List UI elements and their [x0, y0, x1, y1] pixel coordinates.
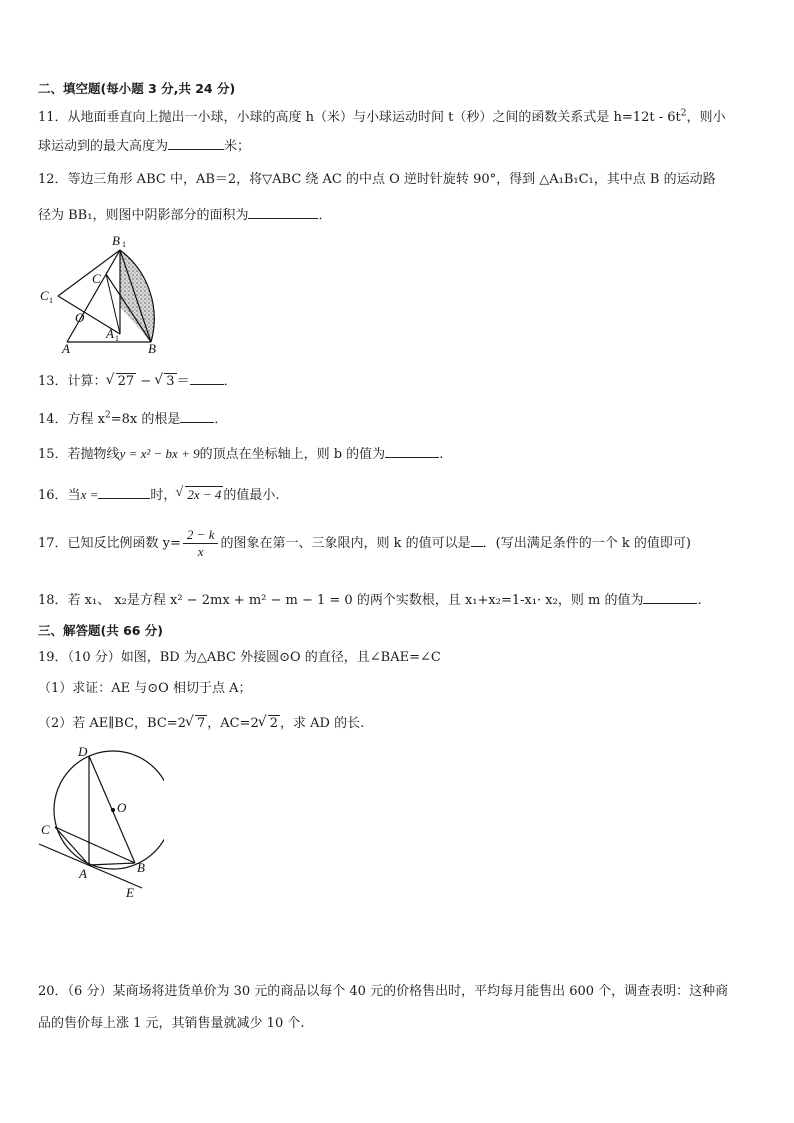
- label-C: C: [41, 822, 50, 837]
- label-C1: C: [40, 288, 49, 303]
- question-number: 15．: [38, 447, 68, 462]
- question-19-part-1: （1）求证：AE 与⊙O 相切于点 A；: [38, 681, 252, 696]
- section-3-heading: 三、解答题(共 66 分): [38, 623, 164, 638]
- exponent: 2: [680, 108, 687, 119]
- sqrt-expression: √ 2x − 4: [176, 487, 223, 503]
- question-text: ，则小: [686, 110, 726, 125]
- svg-text:1: 1: [122, 240, 126, 249]
- question-16: 16．当x = 时，√ 2x − 4 的值最小.: [38, 484, 280, 503]
- answer-blank[interactable]: [385, 445, 439, 458]
- label-B: B: [137, 860, 145, 875]
- question-14: 14．方程 $x^2=8x$ 的根是 ．: [38, 410, 228, 427]
- question-19: 19．（10 分）如图，BD 为△ABC 外接圆⊙O 的直径，且∠BAE=∠C: [38, 650, 441, 665]
- figure-12-rotated-triangle: [36, 234, 176, 354]
- sqrt-7: √ 7: [186, 716, 207, 731]
- question-number: 14．: [38, 412, 68, 427]
- question-20-line-2: 品的售价每上涨 1 元，其销售量就减少 10 个.: [38, 1016, 305, 1031]
- question-11-line-2: [38, 135, 250, 154]
- question-17: 17．已知反比例函数 y= $\frac{2 - k}{x}$ 的图象在第一、三象限内，则 k 的值可以是 ．(写出满足条件的一个 k 的值即可): [38, 527, 691, 559]
- question-20: 20．（6 分）某商场将进货单价为 30 元的商品以每个 40 元的价格售出时，平均每月能售出 600 个，调查表明：这种商: [38, 984, 729, 999]
- label-B1: B: [112, 234, 120, 248]
- label-O: O: [117, 800, 127, 815]
- label-E: E: [126, 885, 134, 900]
- parabola-expression: y = x² − bx + 9: [119, 446, 200, 461]
- label-B: B: [148, 341, 156, 354]
- answer-blank[interactable]: [643, 591, 697, 604]
- question-text: ．: [318, 208, 332, 223]
- label-A1: A: [106, 326, 114, 341]
- question-19-part-2: （2）若 AE∥BC，BC=2√ 7 ，AC=2√ 2 ，求 AD 的长.: [38, 712, 364, 731]
- sqrt-2: √ 2: [259, 716, 280, 731]
- label-O: O: [75, 310, 85, 325]
- fraction: $\frac{2 - k}{x}$: [183, 527, 219, 560]
- question-number: 18．: [38, 593, 68, 608]
- answer-blank[interactable]: [168, 137, 224, 150]
- sqrt-27: √ 27: [107, 374, 137, 389]
- section-2-heading: 二、填空题(每小题 3 分,共 24 分): [38, 81, 236, 96]
- answer-blank[interactable]: [190, 372, 224, 385]
- question-text: 等边三角形 ABC 中，AB＝2，将▽ABC 绕 AC 的中点 O 逆时针旋转 90°，得到 △A₁B₁C₁，其中点 B 的运动路: [67, 172, 716, 187]
- label-D: D: [78, 744, 88, 759]
- label-A: A: [62, 341, 70, 354]
- question-number: 16．: [38, 488, 68, 503]
- question-number: 19．: [38, 650, 68, 665]
- question-18: 18．若 x₁、 x₂是方程 x² − 2mx + m² − m − 1 = 0 的两个实数根，且 x₁+x₂=1-x₁· x₂，则 m 的值为 .: [38, 593, 702, 608]
- question-number: 20．: [38, 984, 68, 999]
- question-text: 径为 BB₁，则图中阴影部分的面积为: [38, 208, 249, 223]
- question-12-line-2: [38, 204, 331, 223]
- question-number: 11．: [38, 110, 68, 125]
- question-12: [38, 168, 716, 187]
- question-11: [38, 106, 725, 125]
- question-text: 从地面垂直向上抛出一小球，小球的高度 h（米）与小球运动时间 t（秒）之间的函数关系式是 h=12t - 6t: [67, 110, 681, 125]
- answer-blank[interactable]: [180, 410, 214, 423]
- svg-text:1: 1: [49, 296, 53, 305]
- answer-blank[interactable]: [98, 486, 150, 499]
- svg-text:1: 1: [115, 334, 119, 343]
- question-15: 15．若抛物线y = x² − bx + 9的顶点在坐标轴上，则 b 的值为 .: [38, 446, 444, 462]
- question-number: 17．: [38, 536, 68, 551]
- question-number: 13．: [38, 374, 68, 389]
- answer-blank[interactable]: [248, 206, 318, 219]
- label-A: A: [79, 866, 87, 881]
- question-number: 12．: [38, 172, 68, 187]
- label-C: C: [92, 271, 101, 286]
- figure-19-circle: [34, 742, 164, 902]
- answer-blank[interactable]: [471, 534, 483, 547]
- question-text: 米；: [224, 139, 251, 154]
- question-text: 球运动到的最大高度为: [38, 139, 169, 154]
- question-13: 13．计算：√ 27 − √ 3 ＝ ．: [38, 370, 237, 389]
- sqrt-3: √ 3: [155, 374, 176, 389]
